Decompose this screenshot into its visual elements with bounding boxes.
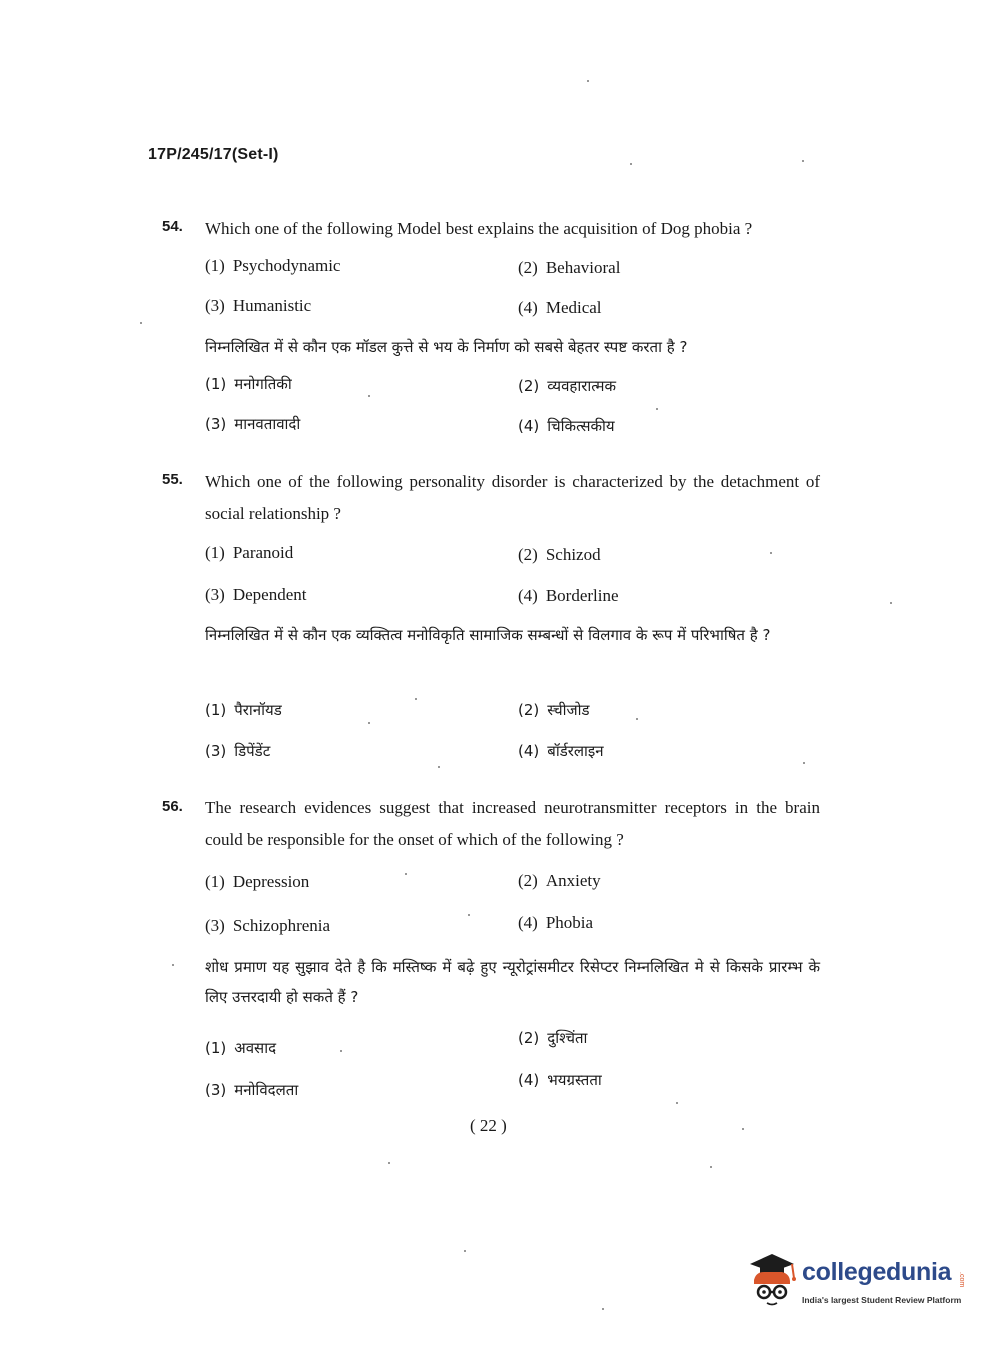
option-en-3 (205, 585, 306, 605)
option-text: Humanistic (232, 296, 312, 315)
option-number: (4) (518, 742, 540, 760)
option-number: (1) (205, 256, 225, 275)
speck (468, 914, 470, 916)
speck (770, 552, 772, 554)
question-text-en: Which one of the following personality disorder is characterized by the detachment of social relationship ? (205, 472, 820, 523)
speck (636, 718, 638, 720)
option-en-2 (518, 545, 601, 565)
option-en-3 (205, 916, 330, 936)
option-hi-1 (205, 1038, 276, 1058)
option-text: Anxiety (545, 871, 601, 890)
option-hi-3 (205, 414, 300, 434)
speck (742, 1128, 744, 1130)
option-hi-2 (518, 1028, 587, 1048)
speck (676, 1102, 678, 1104)
speck (368, 722, 370, 724)
option-text: Behavioral (545, 258, 621, 277)
brand-domain-suffix: .com (958, 1272, 965, 1288)
option-text: Paranoid (232, 543, 294, 562)
option-number: (1) (205, 872, 225, 891)
speck (602, 1308, 604, 1310)
speck (587, 80, 589, 82)
option-number: (2) (518, 1029, 540, 1047)
speck (630, 163, 632, 165)
option-text: मनोविदलता (234, 1081, 299, 1099)
option-text: Schizod (545, 545, 601, 564)
option-number: (1) (205, 1039, 227, 1057)
option-en-3 (205, 296, 311, 316)
brand-tagline: India's largest Student Review Platform (802, 1295, 962, 1305)
page-number: ( 22 ) (470, 1116, 507, 1135)
option-text: Dependent (232, 585, 307, 604)
brand-name: collegedunia (802, 1258, 952, 1286)
question-text-hi: निम्नलिखित में से कौन एक व्यक्तित्व मनोविकृति सामाजिक सम्बन्धों से विलगाव के रूप में परिभाषित है ? (205, 626, 771, 644)
option-hi-4 (518, 741, 604, 761)
speck (710, 1166, 712, 1168)
speck (803, 762, 805, 764)
speck (464, 1250, 466, 1252)
question-text-en: Which one of the following Model best explains the acquisition of Dog phobia ? (205, 219, 753, 238)
option-en-2 (518, 258, 620, 278)
option-text: Schizophrenia (232, 916, 331, 935)
option-number: (3) (205, 742, 227, 760)
option-en-2 (518, 871, 601, 891)
option-text: मानवतावादी (234, 415, 301, 433)
speck (172, 964, 174, 966)
option-number: (2) (518, 545, 538, 564)
option-text: Phobia (545, 913, 594, 932)
option-number: (2) (518, 701, 540, 719)
mascot-icon (742, 1250, 800, 1310)
option-number: (2) (518, 377, 540, 395)
speck (802, 160, 804, 162)
option-hi-3 (205, 1080, 298, 1100)
option-text: पैरानॉयड (234, 701, 282, 719)
option-number: (4) (518, 586, 538, 605)
option-number: (4) (518, 1071, 540, 1089)
option-number: (1) (205, 701, 227, 719)
option-text: दुश्चिंता (547, 1029, 588, 1047)
option-en-4 (518, 298, 602, 318)
option-number: (1) (205, 375, 227, 393)
option-hi-1 (205, 700, 282, 720)
option-en-4 (518, 913, 593, 933)
option-en-1 (205, 256, 340, 276)
option-text: भयग्रस्तता (547, 1071, 602, 1089)
option-text: Psychodynamic (232, 256, 341, 275)
speck (140, 322, 142, 324)
option-hi-4 (518, 1070, 602, 1090)
option-text: बॉर्डरलाइन (547, 742, 604, 760)
option-text: चिकित्सकीय (547, 417, 615, 435)
option-number: (1) (205, 543, 225, 562)
speck (656, 408, 658, 410)
option-number: (3) (205, 296, 225, 315)
option-number: (4) (518, 298, 538, 317)
option-text: Depression (232, 872, 310, 891)
option-number: (4) (518, 417, 540, 435)
option-text: Medical (545, 298, 602, 317)
option-number: (3) (205, 585, 225, 604)
speck (405, 873, 407, 875)
option-number: (3) (205, 916, 225, 935)
option-en-4 (518, 586, 619, 606)
option-text: स्चीजोड (547, 701, 590, 719)
question-number: 54. (162, 218, 183, 235)
speck (890, 602, 892, 604)
option-hi-2 (518, 700, 590, 720)
option-en-1 (205, 543, 293, 563)
speck (340, 1050, 342, 1052)
option-hi-3 (205, 741, 270, 761)
paper-code: 17P/245/17(Set-I) (148, 146, 279, 163)
question-text-en: The research evidences suggest that increased neurotransmitter receptors in the brain could be responsible for the onset of which of the following ? (205, 798, 820, 849)
speck (415, 698, 417, 700)
speck (368, 395, 370, 397)
option-text: अवसाद (234, 1039, 277, 1057)
question-text-hi: शोध प्रमाण यह सुझाव देते है कि मस्तिष्क में बढ़े हुए न्यूरोट्रांसमीटर रिसेप्टर निम्नलिखित मे से किसके प्रारम्भ के लिए उत्तरदायी हो सकते हैं ? (205, 958, 820, 1006)
question-number: 56. (162, 798, 183, 815)
option-hi-2 (518, 376, 616, 396)
option-text: व्यवहारात्मक (547, 377, 616, 395)
option-number: (3) (205, 415, 227, 433)
option-number: (3) (205, 1081, 227, 1099)
option-number: (2) (518, 871, 538, 890)
question-text-hi: निम्नलिखित में से कौन एक मॉडल कुत्ते से भय के निर्माण को सबसे बेहतर स्पष्ट करता है ? (205, 338, 688, 356)
speck (388, 1162, 390, 1164)
option-text: Borderline (545, 586, 619, 605)
option-hi-1 (205, 374, 292, 394)
option-text: डिपेंडेंट (234, 742, 271, 760)
option-text: मनोगतिकी (234, 375, 292, 393)
option-number: (2) (518, 258, 538, 277)
speck (438, 766, 440, 768)
question-number: 55. (162, 471, 183, 488)
collegedunia-watermark (742, 1250, 972, 1312)
option-en-1 (205, 872, 309, 892)
option-number: (4) (518, 913, 538, 932)
option-hi-4 (518, 416, 615, 436)
